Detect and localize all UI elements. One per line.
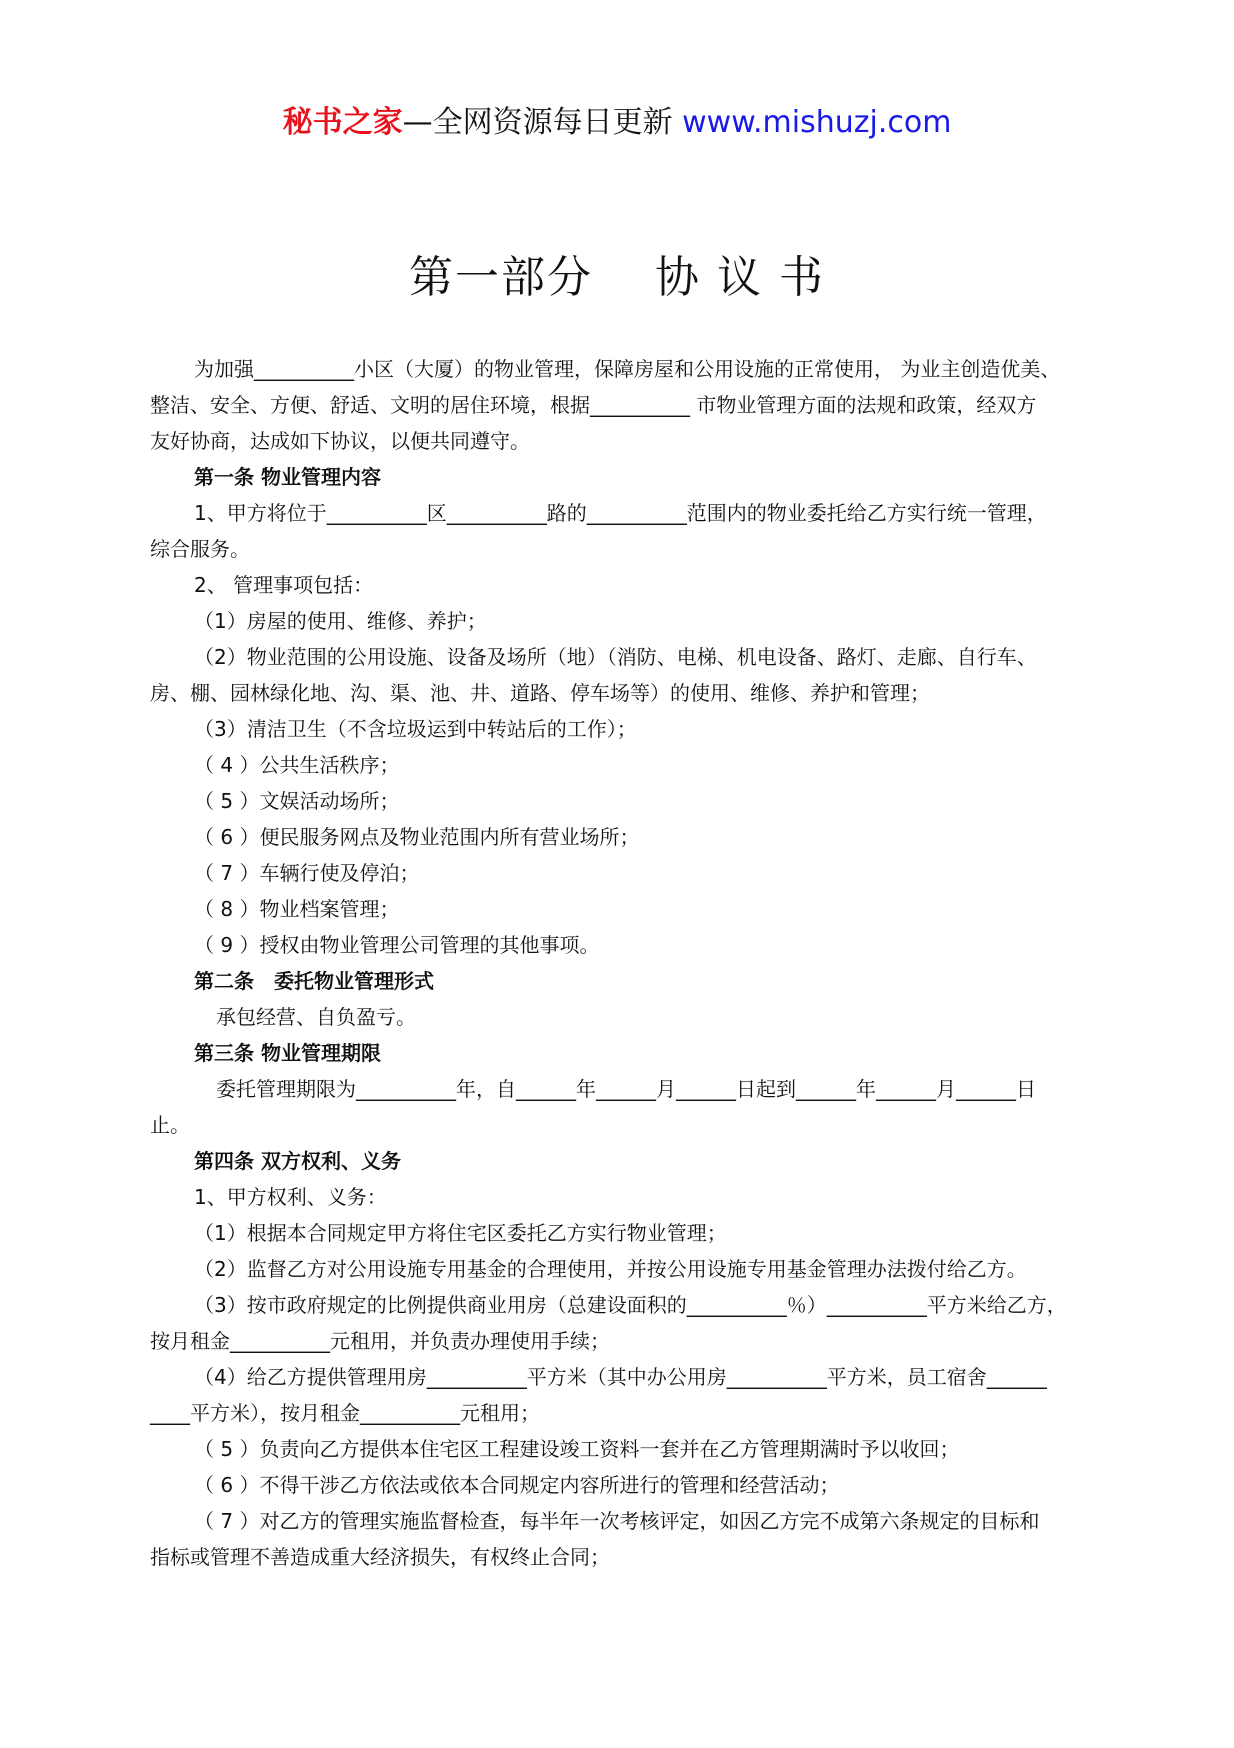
- article-1-item-7: （ 7 ）车辆行使及停泊；: [194, 861, 420, 885]
- article-1-item-8: （ 8 ）物业档案管理；: [194, 897, 400, 921]
- article-4-item-7-line-2: 指标或管理不善造成重大经济损失，有权终止合同；: [150, 1545, 610, 1569]
- article-4-item-5: （ 5 ）负责向乙方提供本住宅区工程建设竣工资料一套并在乙方管理期满时予以收回；: [194, 1437, 960, 1461]
- article-4-item-4-line-2: ____平方米），按月租金__________元租用；: [150, 1401, 540, 1425]
- article-4-item-4-line-1: （4）给乙方提供管理用房__________平方米（其中办公用房__________平方米，员工宿舍______: [194, 1365, 1047, 1389]
- article-1-item-5: （ 5 ）文娱活动场所；: [194, 789, 400, 813]
- article-1-item-9: （ 9 ）授权由物业管理公司管理的其他事项。: [194, 933, 600, 957]
- article-1-item-3: （3）清洁卫生（不含垃圾运到中转站后的工作）；: [194, 717, 637, 741]
- article-4-item-3-line-2: 按月租金__________元租用，并负责办理使用手续；: [150, 1329, 610, 1353]
- intro-line-2: 整洁、安全、方便、舒适、文明的居住环境，根据__________ 市物业管理方面的法规和政策，经双方: [150, 393, 1037, 417]
- article-1-clause-2: 2、 管理事项包括：: [194, 573, 374, 597]
- intro-line-1: 为加强__________小区（大厦）的物业管理，保障房屋和公用设施的正常使用， 为业主创造优美、: [194, 357, 1061, 381]
- article-4-item-3-line-1: （3）按市政府规定的比例提供商业用房（总建设面积的__________％）__________平方米给乙方，: [194, 1293, 1067, 1317]
- article-4-sub-1: 1、甲方权利、义务：: [194, 1185, 387, 1209]
- article-3-line-2: 止。: [150, 1113, 190, 1137]
- article-1-item-4: （ 4 ）公共生活秩序；: [194, 753, 400, 777]
- article-4-item-6: （ 6 ）不得干涉乙方依法或依本合同规定内容所进行的管理和经营活动；: [194, 1473, 840, 1497]
- article-1-item-2-line-2: 房、棚、园林绿化地、沟、渠、池、井、道路、停车场等）的使用、维修、养护和管理；: [150, 681, 930, 705]
- article-4-heading: 第四条 双方权利、义务: [194, 1149, 401, 1173]
- banner-tagline: —全网资源每日更新: [402, 105, 673, 140]
- article-1-item-6: （ 6 ）便民服务网点及物业范围内所有营业场所；: [194, 825, 640, 849]
- article-1-clause-1-line-1: 1、甲方将位于__________区__________路的__________范围内的物业委托给乙方实行统一管理，: [194, 501, 1047, 525]
- article-1-item-1: （1）房屋的使用、维修、养护；: [194, 609, 487, 633]
- document-body: [150, 353, 1116, 1577]
- intro-line-3: 友好协商，达成如下协议，以便共同遵守。: [150, 429, 530, 453]
- article-3-line-1: 委托管理期限为__________年，自______年______月______日起到______年______月______日: [216, 1077, 1036, 1101]
- article-1-clause-1-line-2: 综合服务。: [150, 537, 250, 561]
- article-1-heading: 第一条 物业管理内容: [194, 465, 381, 489]
- article-4-item-1: （1）根据本合同规定甲方将住宅区委托乙方实行物业管理；: [194, 1221, 727, 1245]
- document-title: 第一部分 协 议 书: [409, 252, 825, 303]
- article-4-item-7-line-1: （ 7 ）对乙方的管理实施监督检查，每半年一次考核评定，如因乙方完不成第六条规定的目标和: [194, 1509, 1040, 1533]
- article-2-heading: 第二条 委托物业管理形式: [194, 969, 434, 993]
- article-3-heading: 第三条 物业管理期限: [194, 1041, 381, 1065]
- article-4-item-2: （2）监督乙方对公用设施专用基金的合理使用，并按公用设施专用基金管理办法拨付给乙方。: [194, 1257, 1027, 1281]
- article-2-text: 承包经营、自负盈亏。: [216, 1005, 416, 1029]
- site-url-link[interactable]: www.mishuzj.com: [682, 105, 952, 140]
- site-banner: [0, 103, 1234, 143]
- article-1-item-2-line-1: （2）物业范围的公用设施、设备及场所（地）（消防、电梯、机电设备、路灯、走廊、自行车、: [194, 645, 1037, 669]
- brand-name: 秘书之家: [282, 105, 403, 140]
